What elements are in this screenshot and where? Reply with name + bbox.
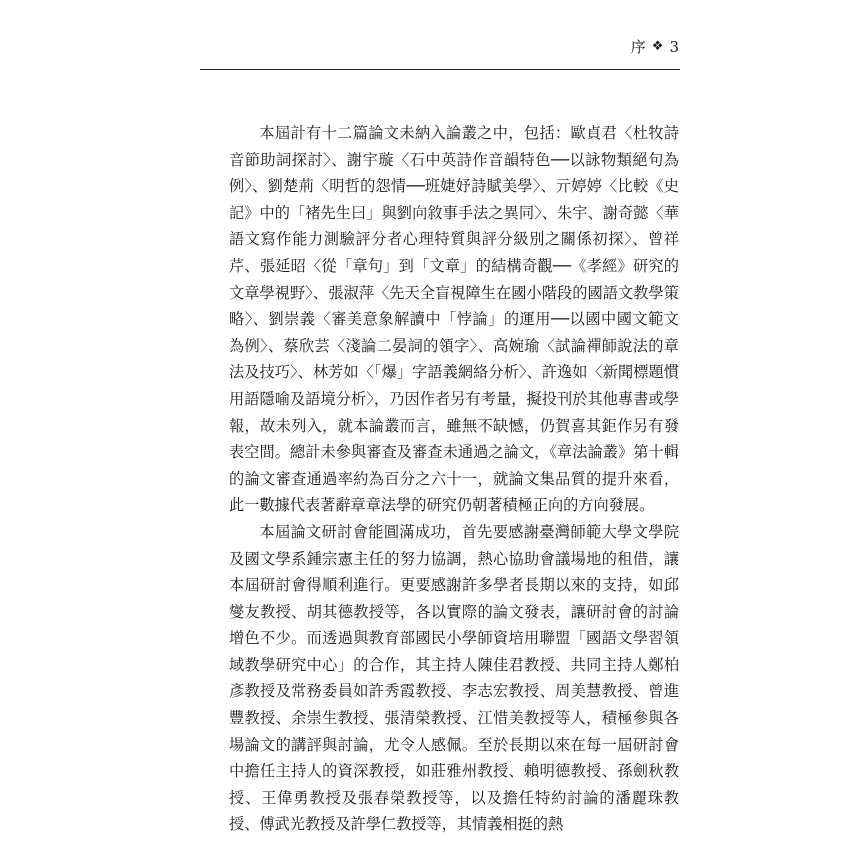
paragraph-2: 本屆論文研討會能圓滿成功，首先要感謝臺灣師範大學文學院及國文學系鍾宗憲主任的努力協調，熱心協助會議場地的租借，讓本屆研討會得順利進行。更要感謝許多學者長期以來的支持，如邱燮友教授、胡其德教授等，各以實際的論文發表，讓研討會的討論增色不少。而透過與教育部國民小學師資培用聯盟「國語文學習領域教學研究中心」的合作，其主持人陳佳君教授、共同主持人鄭柏彥教授及常務委員如許秀霞教授、李志宏教授、周美慧教授、曾進豐教授、余崇生教授、張清榮教授、江惜美教授等人，積極參與各場論文的講評與討論，尤令人感佩。至於長期以來在每一屆研討會中擔任主持人的資深教授，如莊雅州教授、賴明德教授、孫劍秋教授、王偉勇教授及張春榮教授等，以及擔任特約討論的潘麗珠教授、傅武光教授及許學仁教授等，其情義相挺的熱 xyxy=(229,522,679,834)
section-title: 序 xyxy=(630,38,647,56)
ornament-icon: ❖ xyxy=(651,39,665,54)
paragraph-1: 本屆計有十二篇論文未納入論叢之中，包括：歐貞君〈杜牧詩音節助詞探討〉、謝宇璇〈石中英詩作音韻特色──以詠物類絕句為例〉、劉楚荊〈明哲的怨情──班婕妤詩賦美學〉、亓婷婷〈比較《史記》中的「褚先生曰」與劉向敘事手法之異同〉、朱宇、謝奇懿〈華語文寫作能力測驗評分者心理特質與評分級別之關係初探〉、曾祥芹、張延昭〈從「章句」到「文章」的結構奇觀──《孝經》研究的文章學視野〉、張淑萍〈先天全盲視障生在國小階段的國語文教學策略〉、劉崇義〈審美意象解讀中「悖論」的運用──以國中國文範文為例〉、蔡欣芸〈淺論二晏詞的領字〉、高婉瑜〈試論禪師說法的章法及技巧〉、林芳如〈「爆」字語義網絡分析〉、許逸如〈新聞標題慣用語隱喻及語境分析〉，乃因作者另有考量，擬投刊於其他專書或學報，故未列入，就本論叢而言，雖無不缺憾，仍賀喜其鉅作另有發表空間。總計未參與審查及審查未通過之論文，《章法論叢》第十輯的論文審查通過率約為百分之六十一，就論文集品質的提升來看，此一數據代表著辭章章法學的研究仍朝著積極正向的方向發展。 xyxy=(229,124,679,515)
header-rule xyxy=(200,69,680,70)
body-text xyxy=(229,120,679,838)
running-head xyxy=(230,36,680,57)
page-number: 3 xyxy=(669,37,680,56)
